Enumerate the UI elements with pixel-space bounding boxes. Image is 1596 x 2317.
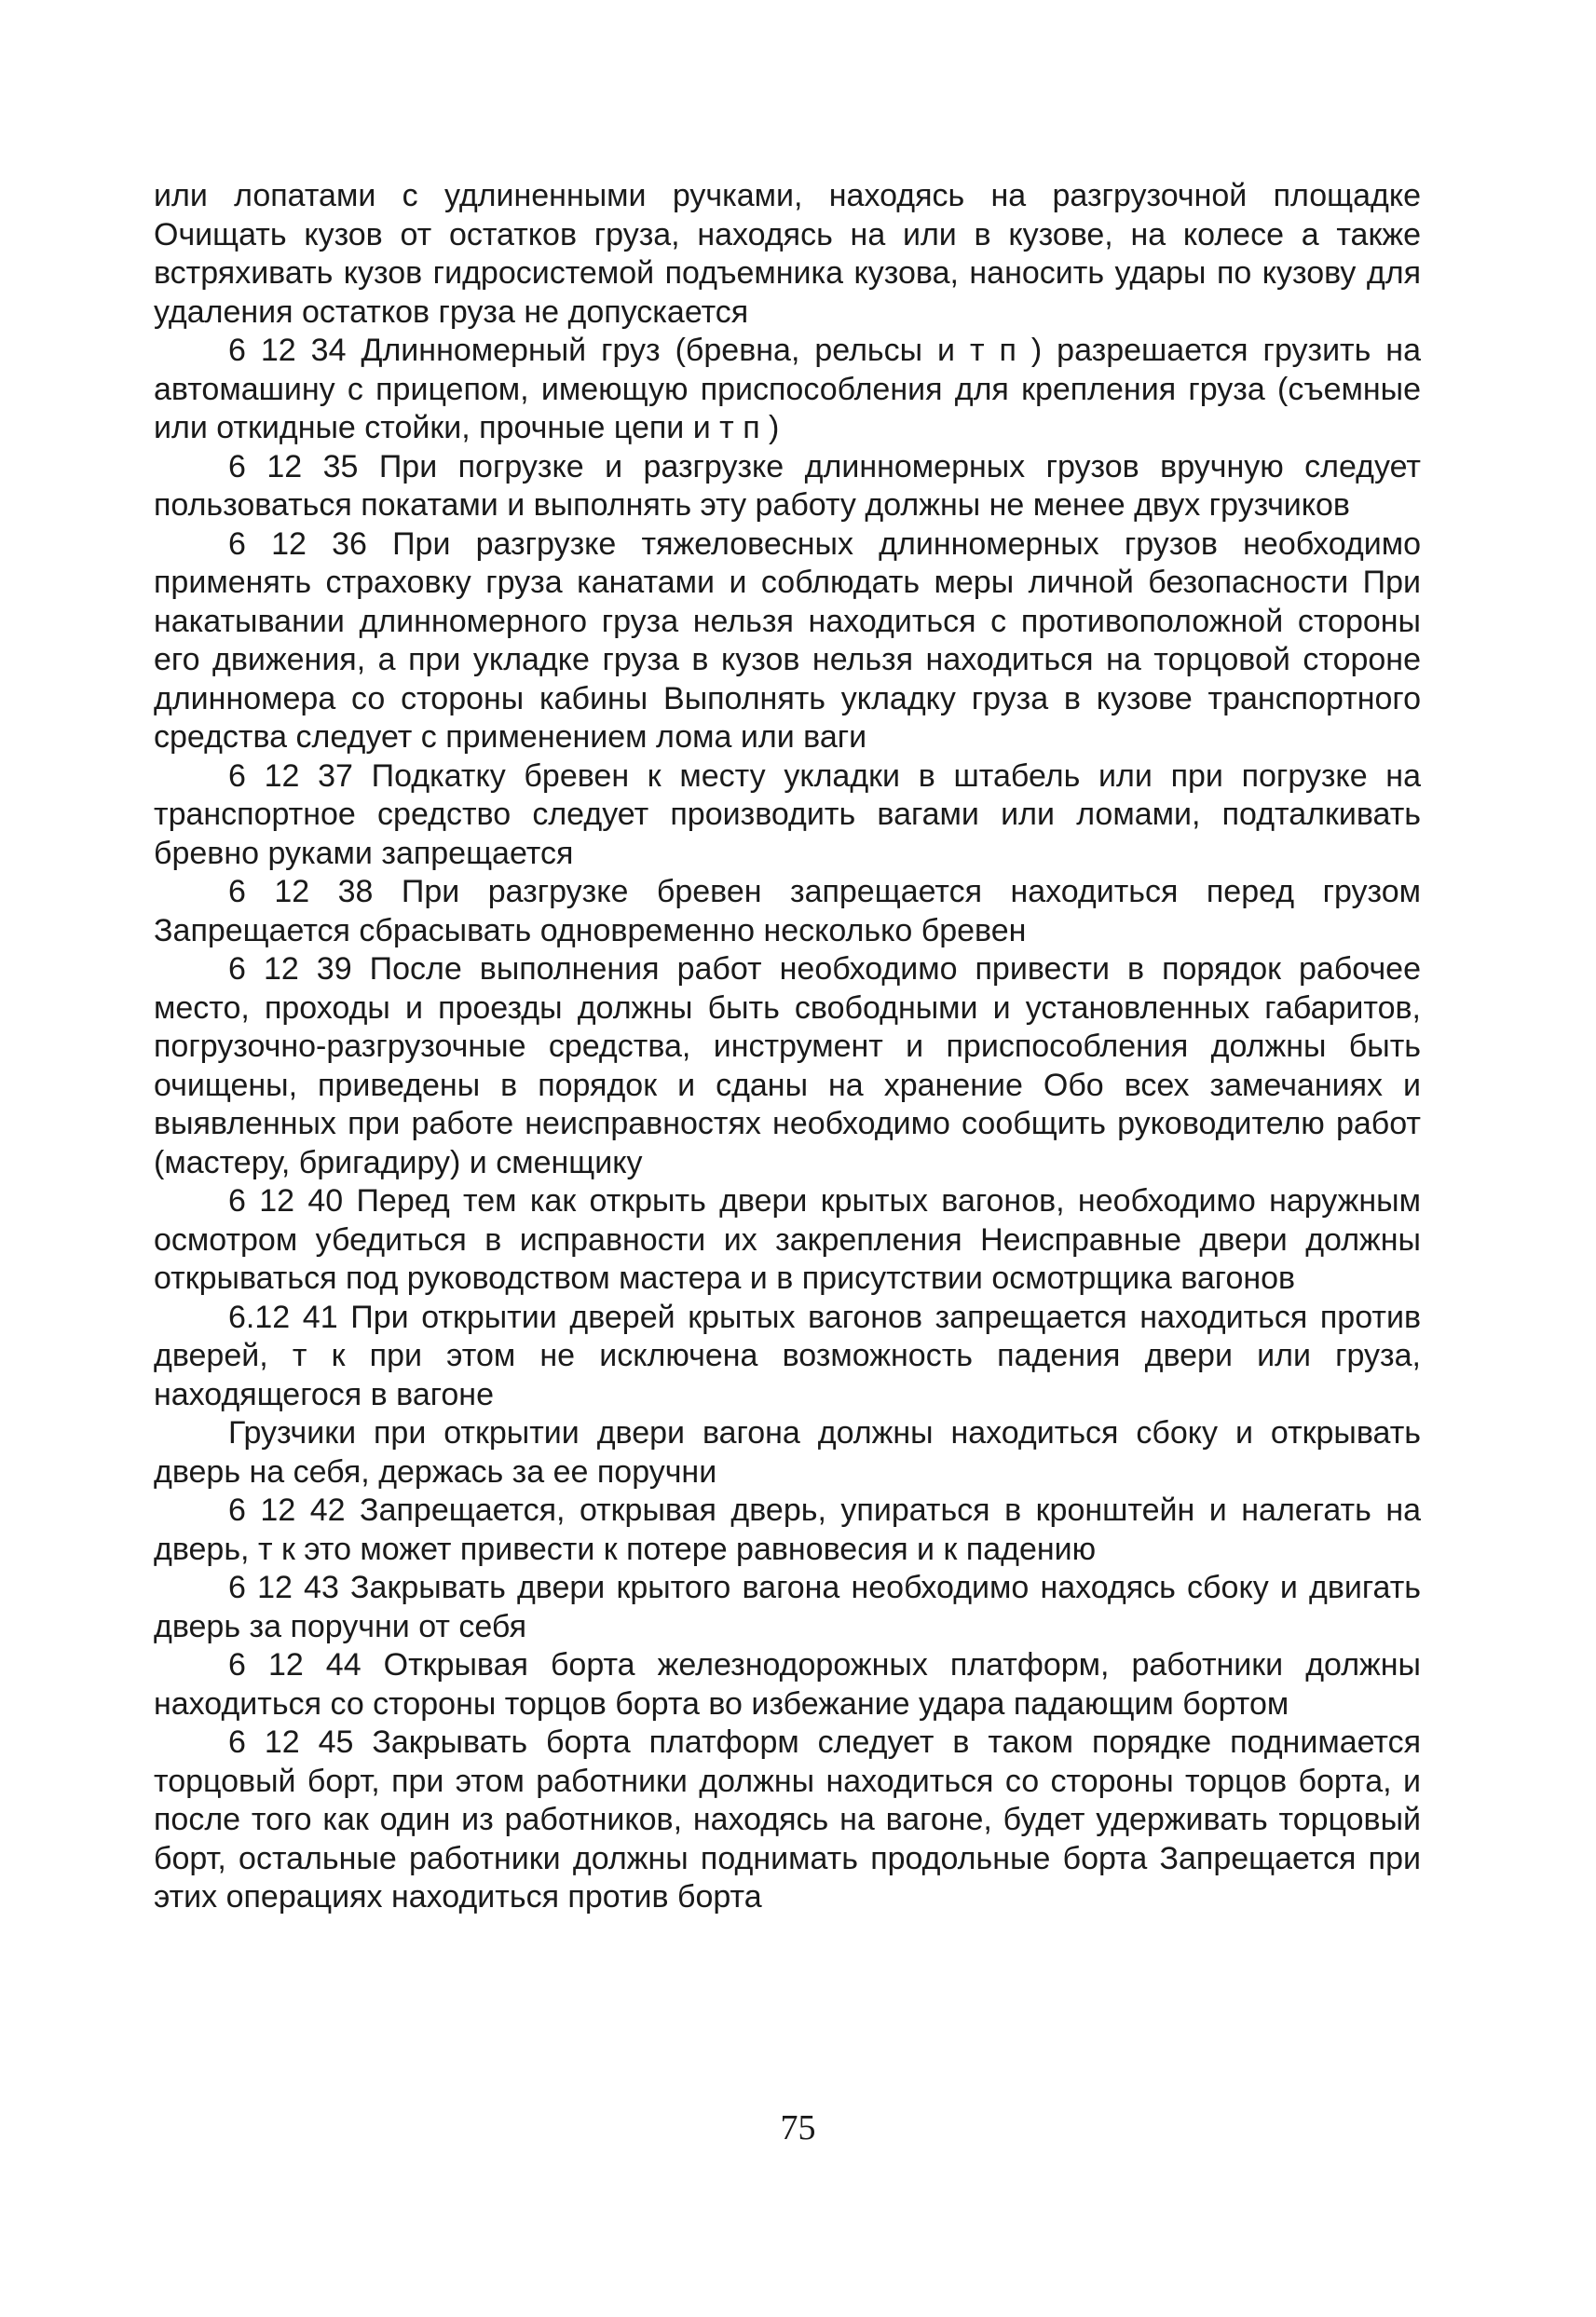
- paragraph-loaders-note: Грузчики при открытии двери вагона должны находиться сбоку и открывать дверь на себя, держась за ее поручни: [154, 1415, 1421, 1490]
- page-number: 75: [780, 2108, 816, 2147]
- paragraph-6-12-35: 6 12 35 При погрузке и разгрузке длинномерных грузов вручную следует пользоваться покатами и выполнять эту работу должны не менее двух грузчиков: [154, 448, 1421, 523]
- paragraph-6-12-39: 6 12 39 После выполнения работ необходимо привести в порядок рабочее место, проходы и проезды должны быть свободными и установленных габаритов, погрузочно-разгрузочные средства, инструмент и приспособления должны быть очищены, приведены в порядок и сданы на хранение Обо всех замечаниях и выявленных при работе неисправностях необходимо сообщить руководителю работ (мастеру, бригадиру) и сменщику: [154, 951, 1421, 1180]
- paragraph-6-12-41: 6.12 41 При открытии дверей крытых вагонов запрещается находиться против дверей, т к при этом не исключена возможность падения двери или груза, находящегося в вагоне: [154, 1299, 1421, 1412]
- paragraph-6-12-44: 6 12 44 Открывая борта железнодорожных платформ, работники должны находиться со стороны торцов борта во избежание удара падающим бортом: [154, 1647, 1421, 1722]
- paragraph-6-12-45: 6 12 45 Закрывать борта платформ следует в таком порядке поднимается торцовый борт, при этом работники должны находиться со стороны торцов борта, и после того как один из работников, находясь на вагоне, будет удерживать торцовый борт, остальные работники должны поднимать продольные борта Запрещается при этих операциях находиться против борта: [154, 1724, 1421, 1915]
- paragraph-6-12-43: 6 12 43 Закрывать двери крытого вагона необходимо находясь сбоку и двигать дверь за поручни от себя: [154, 1570, 1421, 1644]
- paragraph-6-12-38: 6 12 38 При разгрузке бревен запрещается находиться перед грузом Запрещается сбрасывать одновременно несколько бревен: [154, 874, 1421, 948]
- paragraph-continuation: или лопатами с удлиненными ручками, находясь на разгрузочной площадке Очищать кузов от остатков груза, находясь на или в кузове, на колесе а также встряхивать кузов гидросистемой подъемника кузова, наносить удары по кузову для удаления остатков груза не допускается: [154, 178, 1421, 330]
- paragraph-6-12-42: 6 12 42 Запрещается, открывая дверь, упираться в кронштейн и налегать на дверь, т к это может привести к потере равновесия и к падению: [154, 1492, 1421, 1567]
- paragraph-6-12-40: 6 12 40 Перед тем как открыть двери крытых вагонов, необходимо наружным осмотром убедиться в исправности их закрепления Неисправные двери должны открываться под руководством мастера и в присутствии осмотрщика вагонов: [154, 1183, 1421, 1296]
- paragraph-6-12-37: 6 12 37 Подкатку бревен к месту укладки в штабель или при погрузке на транспортное средство следует производить вагами или ломами, подталкивать бревно руками запрещается: [154, 757, 1421, 871]
- paragraph-6-12-36: 6 12 36 При разгрузке тяжеловесных длинномерных грузов необходимо применять страховку груза канатами и соблюдать меры личной безопасности При накатывании длинномерного груза нельзя находиться с противоположной стороны его движения, а при укладке груза в кузов нельзя находиться на торцовой стороне длинномера со стороны кабины Выполнять укладку груза в кузове транспортного средства следует с применением лома или ваги: [154, 525, 1421, 755]
- body-text: [154, 177, 1421, 1917]
- paragraph-6-12-34: 6 12 34 Длинномерный груз (бревна, рельсы и т п ) разрешается грузить на автомашину с прицепом, имеющую приспособления для крепления груза (съемные или откидные стойки, прочные цепи и т п ): [154, 333, 1421, 445]
